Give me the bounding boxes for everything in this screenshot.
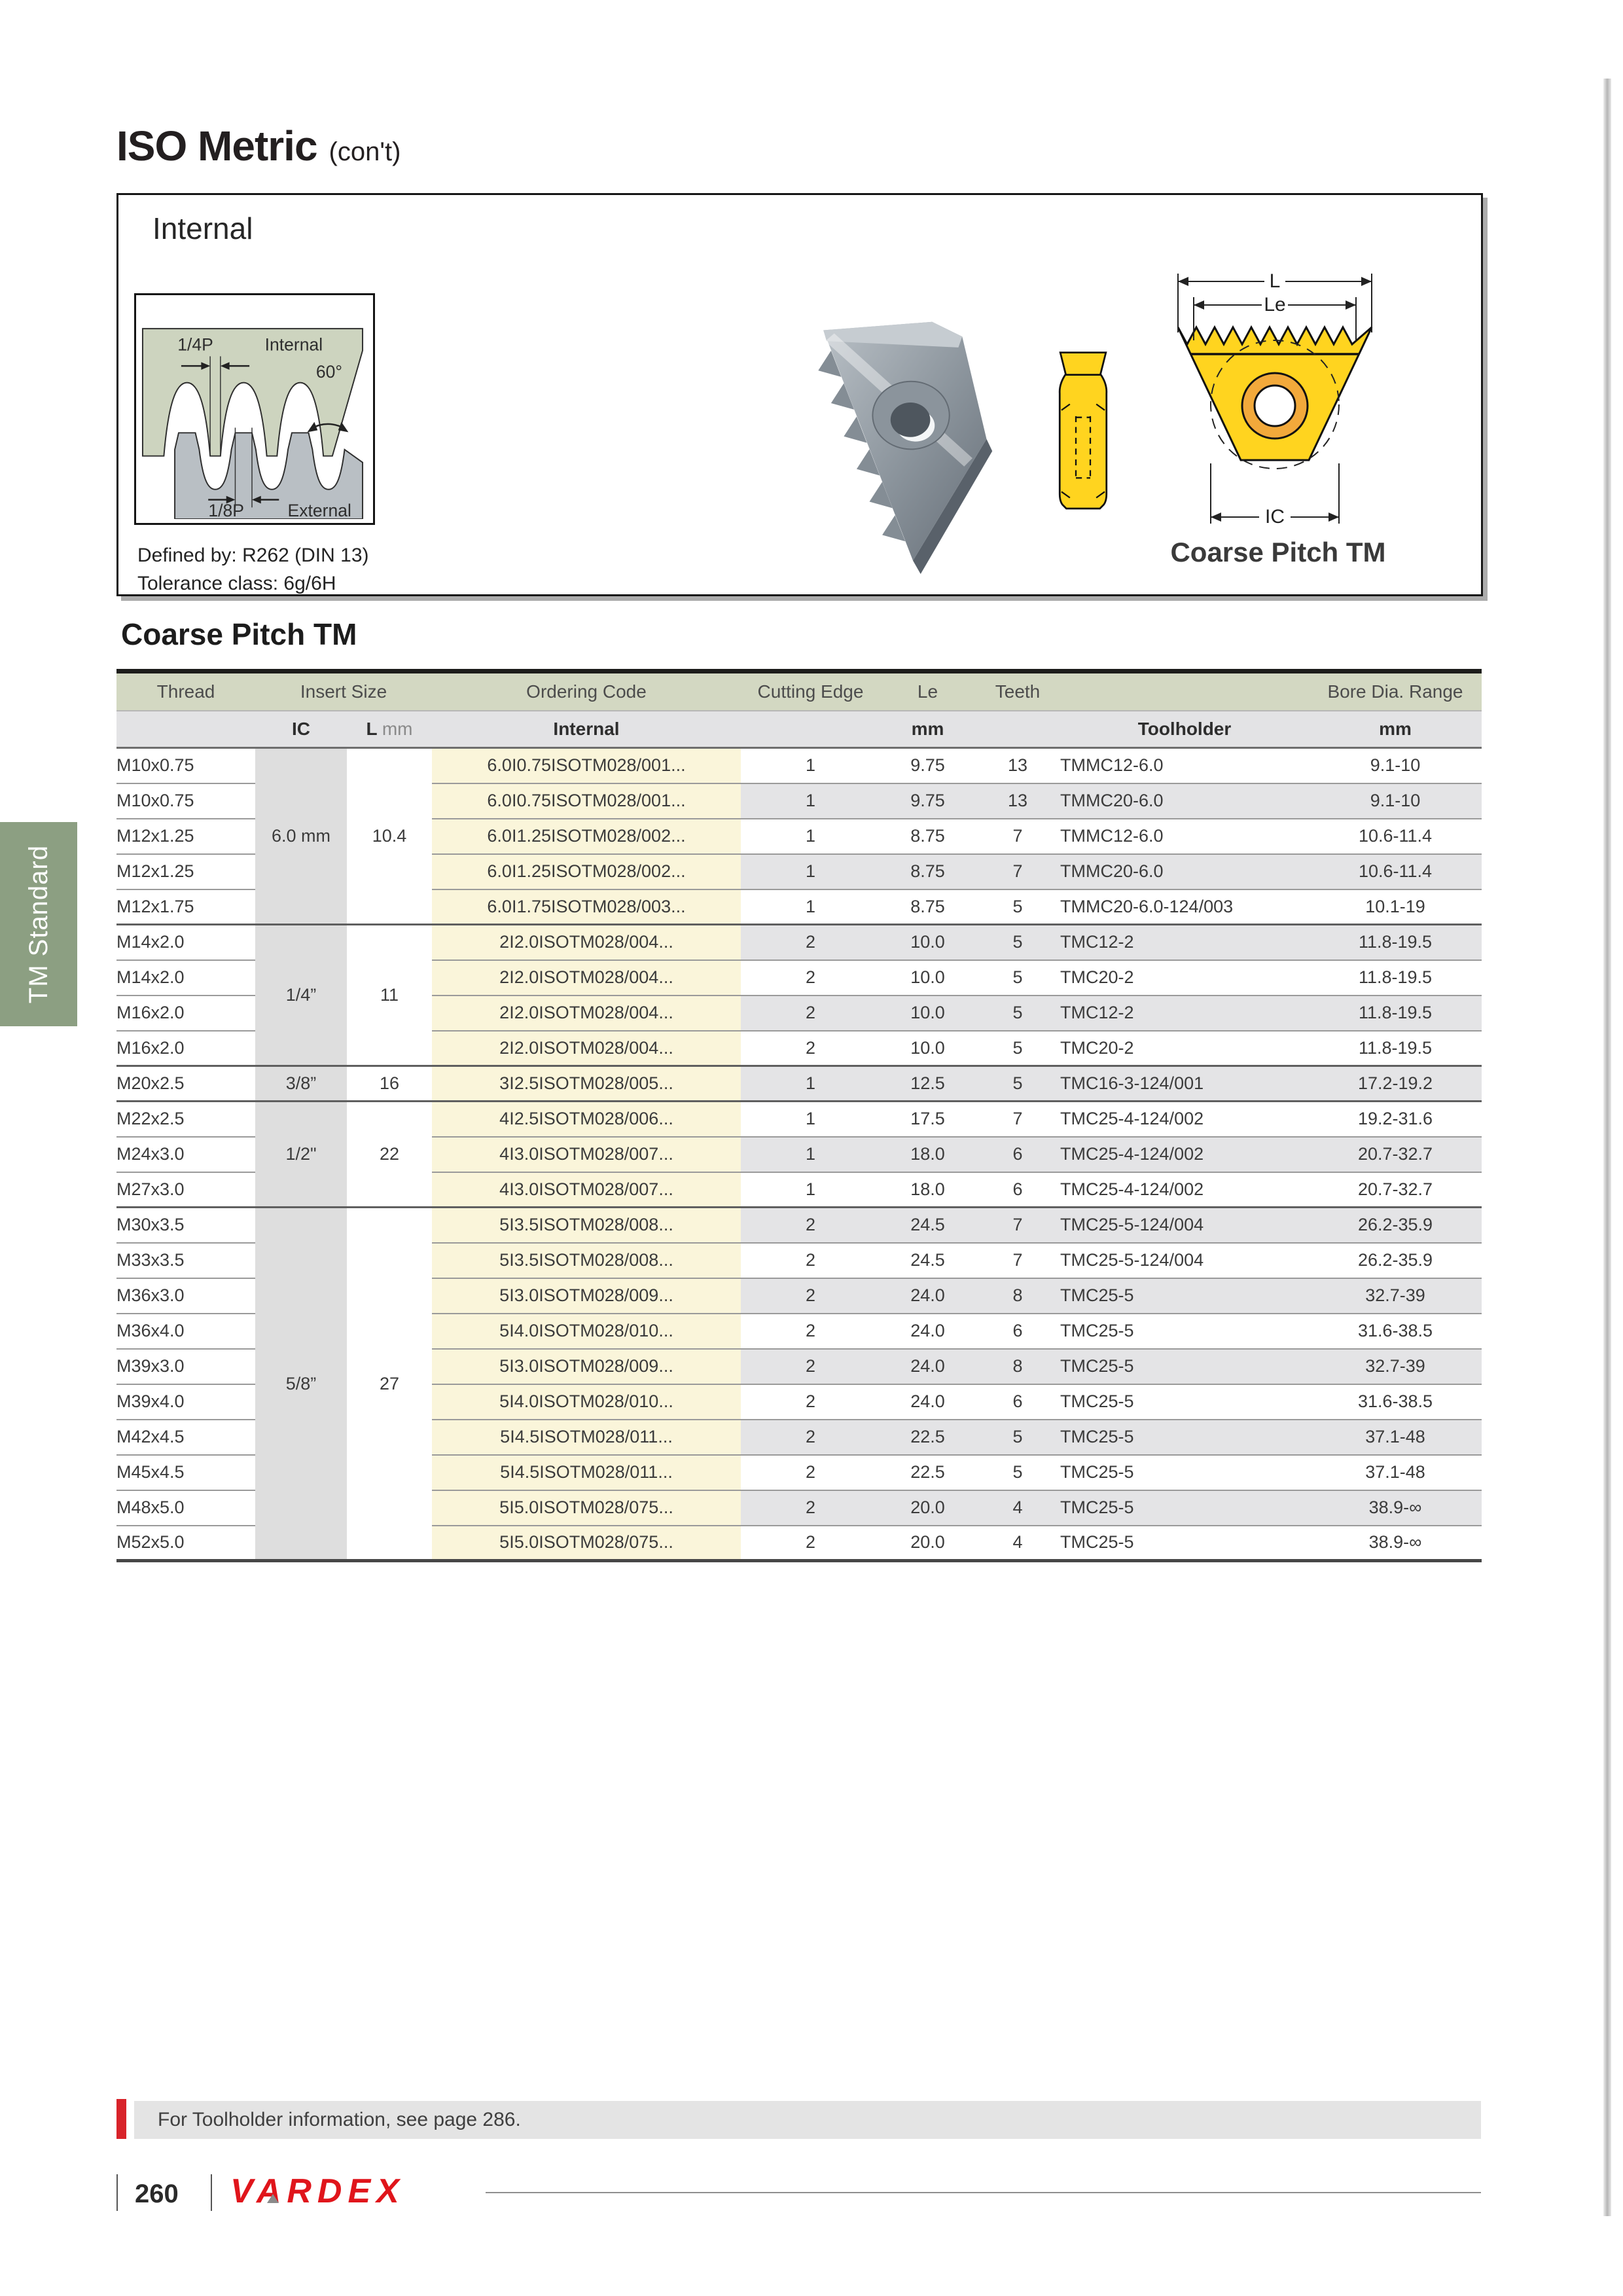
cell-teeth: 5 xyxy=(975,996,1060,1031)
cell-code: 5I3.0ISOTM028/009... xyxy=(432,1349,741,1384)
col-header-teeth: Teeth xyxy=(975,672,1060,711)
cell-thread: M24x3.0 xyxy=(116,1137,255,1172)
insert-3d-image xyxy=(769,306,999,584)
insert-side-view-image xyxy=(1050,350,1116,530)
cell-edge: 2 xyxy=(741,1384,880,1420)
cell-teeth: 6 xyxy=(975,1137,1060,1172)
cell-ic: 6.0 mm xyxy=(255,748,347,925)
cell-bore: 37.1-48 xyxy=(1309,1455,1482,1490)
cell-holder: TMC12-2 xyxy=(1060,925,1309,960)
cell-le: 24.0 xyxy=(880,1349,975,1384)
subheader-empty xyxy=(975,711,1060,748)
cell-edge: 2 xyxy=(741,925,880,960)
insert-hole xyxy=(891,403,931,437)
cell-le: 10.0 xyxy=(880,925,975,960)
cell-code: 2I2.0ISOTM028/004... xyxy=(432,996,741,1031)
cell-bore: 32.7-39 xyxy=(1309,1278,1482,1314)
insert-front-view-diagram xyxy=(1170,267,1380,529)
col-header-thread: Thread xyxy=(116,672,255,711)
arrowhead-icon xyxy=(308,422,318,433)
cell-teeth: 7 xyxy=(975,854,1060,889)
subheader-l-unit: mm xyxy=(382,719,413,739)
subheader-internal: Internal xyxy=(432,711,741,748)
cell-le: 20.0 xyxy=(880,1490,975,1526)
cell-edge: 1 xyxy=(741,783,880,819)
cell-bore: 11.8-19.5 xyxy=(1309,1031,1482,1066)
cell-le: 8.75 xyxy=(880,819,975,854)
cell-le: 24.5 xyxy=(880,1243,975,1278)
cell-le: 12.5 xyxy=(880,1066,975,1102)
col-header-ordering-code: Ordering Code xyxy=(432,672,741,711)
cell-edge: 2 xyxy=(741,1243,880,1278)
cell-le: 18.0 xyxy=(880,1137,975,1172)
cell-thread: M27x3.0 xyxy=(116,1172,255,1208)
cell-edge: 2 xyxy=(741,1208,880,1243)
cell-code: 2I2.0ISOTM028/004... xyxy=(432,1031,741,1066)
cell-edge: 2 xyxy=(741,1031,880,1066)
cell-thread: M45x4.5 xyxy=(116,1455,255,1490)
cell-thread: M33x3.5 xyxy=(116,1243,255,1278)
cell-holder: TMMC20-6.0-124/003 xyxy=(1060,889,1309,925)
cell-teeth: 4 xyxy=(975,1490,1060,1526)
thread-profile-diagram xyxy=(134,293,375,525)
cell-le: 24.5 xyxy=(880,1208,975,1243)
cell-ic: 1/4” xyxy=(255,925,347,1066)
cell-code: 2I2.0ISOTM028/004... xyxy=(432,925,741,960)
cell-code: 4I3.0ISOTM028/007... xyxy=(432,1137,741,1172)
subheader-empty xyxy=(116,711,255,748)
thread-profile-svg xyxy=(136,295,369,519)
cell-edge: 2 xyxy=(741,1278,880,1314)
internal-box-heading: Internal xyxy=(152,211,253,245)
cell-code: 2I2.0ISOTM028/004... xyxy=(432,960,741,996)
cell-edge: 1 xyxy=(741,1172,880,1208)
cell-holder: TMMC12-6.0 xyxy=(1060,819,1309,854)
cell-thread: M14x2.0 xyxy=(116,960,255,996)
cell-le: 10.0 xyxy=(880,996,975,1031)
cell-l: 10.4 xyxy=(347,748,432,925)
cell-bore: 31.6-38.5 xyxy=(1309,1314,1482,1349)
cell-le: 24.0 xyxy=(880,1314,975,1349)
cell-holder: TMC25-5-124/004 xyxy=(1060,1243,1309,1278)
arrowhead-icon xyxy=(1178,277,1188,286)
cell-teeth: 5 xyxy=(975,1066,1060,1102)
cell-teeth: 6 xyxy=(975,1384,1060,1420)
cell-l: 27 xyxy=(347,1208,432,1561)
cell-teeth: 13 xyxy=(975,783,1060,819)
cell-holder: TMC25-5 xyxy=(1060,1349,1309,1384)
cell-ic: 5/8” xyxy=(255,1208,347,1561)
cell-holder: TMMC12-6.0 xyxy=(1060,755,1164,776)
cell-code: 5I4.5ISOTM028/011... xyxy=(432,1420,741,1455)
cell-holder: TMC20-2 xyxy=(1060,1031,1309,1066)
coarse-pitch-table xyxy=(116,669,1482,1562)
col-header-le: Le xyxy=(880,672,975,711)
cell-edge: 2 xyxy=(741,960,880,996)
page-edge-shadow xyxy=(1603,79,1611,2216)
sidebar-tab-tm-standard xyxy=(0,822,77,1026)
cell-code: 6.0I1.25ISOTM028/002... xyxy=(432,819,741,854)
table-row xyxy=(116,925,1482,960)
arrowhead-icon xyxy=(1346,300,1356,310)
cell-edge: 1 xyxy=(741,1066,880,1102)
cell-edge: 2 xyxy=(741,1455,880,1490)
page-number: 260 xyxy=(135,2179,179,2208)
angle-label: 60° xyxy=(315,361,343,382)
cell-teeth: 8 xyxy=(975,1278,1060,1314)
table-body xyxy=(116,748,1482,1561)
cell-thread: M39x3.0 xyxy=(116,1349,255,1384)
footer-divider xyxy=(211,2174,212,2211)
cell-holder: TMC16-3-124/001 xyxy=(1060,1066,1309,1102)
cell-thread: M36x4.0 xyxy=(116,1314,255,1349)
dim-l-label: L xyxy=(1269,270,1281,292)
footnote-bar xyxy=(134,2101,1481,2139)
cell-code: 6.0I0.75ISOTM028/001... xyxy=(432,783,741,819)
cell-thread: M12x1.25 xyxy=(116,819,255,854)
cell-holder: TMC25-5 xyxy=(1060,1278,1309,1314)
cell-code: 5I3.5ISOTM028/008... xyxy=(432,1243,741,1278)
cell-holder: TMC25-4-124/002 xyxy=(1060,1137,1309,1172)
cell-thread: M48x5.0 xyxy=(116,1490,255,1526)
cell-teeth: 7 xyxy=(975,1102,1060,1137)
cell-teeth: 13 xyxy=(1007,755,1028,776)
table-row xyxy=(116,1102,1482,1137)
cell-le: 24.0 xyxy=(880,1384,975,1420)
cell-thread: M42x4.5 xyxy=(116,1420,255,1455)
cell-le: 22.5 xyxy=(880,1420,975,1455)
cell-bore: 11.8-19.5 xyxy=(1309,925,1482,960)
cell-bore: 9.1-10 xyxy=(1370,755,1421,776)
cell-thread: M12x1.25 xyxy=(116,854,255,889)
cell-bore: 32.7-39 xyxy=(1309,1349,1482,1384)
cell-thread: M16x2.0 xyxy=(116,1031,255,1066)
dim-le-label: Le xyxy=(1264,294,1286,315)
cell-teeth: 8 xyxy=(975,1349,1060,1384)
cell-teeth: 5 xyxy=(975,1455,1060,1490)
cell-teeth: 5 xyxy=(975,1420,1060,1455)
footnote-accent-bar xyxy=(116,2099,126,2139)
cell-le: 18.0 xyxy=(880,1172,975,1208)
subheader-toolholder: Toolholder xyxy=(1060,711,1309,748)
table-row xyxy=(116,1208,1482,1243)
cell-code: 5I5.0ISOTM028/075... xyxy=(432,1526,741,1561)
cell-code: 6.0I0.75ISOTM028/001... xyxy=(432,748,741,783)
subheader-l-label: L xyxy=(366,719,378,739)
cell-thread: M30x3.5 xyxy=(116,1208,255,1243)
table-section-title: Coarse Pitch TM xyxy=(121,617,357,651)
table-row xyxy=(116,1066,1482,1102)
brand-logo: VARDEX xyxy=(230,2172,405,2210)
dim-ic-label: IC xyxy=(1265,506,1285,528)
cell-teeth: 7 xyxy=(975,819,1060,854)
cell-teeth: 7 xyxy=(975,1208,1060,1243)
page-title-note: (con't) xyxy=(329,137,401,166)
cell-thread: M20x2.5 xyxy=(116,1066,255,1102)
internal-label: Internal xyxy=(264,334,323,355)
page-title xyxy=(116,122,401,170)
footer-divider xyxy=(116,2174,118,2211)
cell-holder: TMC12-2 xyxy=(1060,996,1309,1031)
cell-code: 6.0I1.75ISOTM028/003... xyxy=(432,889,741,925)
eighth-p-label: 1/8P xyxy=(208,501,244,519)
cell-code: 5I3.5ISOTM028/008... xyxy=(432,1208,741,1243)
arrowhead-icon xyxy=(1329,512,1339,522)
cell-bore: 20.7-32.7 xyxy=(1309,1137,1482,1172)
cell-code: 5I4.0ISOTM028/010... xyxy=(432,1314,741,1349)
cell-edge: 1 xyxy=(741,1137,880,1172)
header-row-2 xyxy=(116,711,1482,748)
cell-holder: TMC25-5-124/004 xyxy=(1060,1208,1309,1243)
cell-holder: TMC25-5 xyxy=(1060,1455,1309,1490)
cell-edge: 1 xyxy=(741,854,880,889)
cell-teeth: 7 xyxy=(975,1243,1060,1278)
cell-le: 22.5 xyxy=(880,1455,975,1490)
cell-bore: 38.9-∞ xyxy=(1309,1526,1482,1561)
cell-code: 5I5.0ISOTM028/075... xyxy=(432,1490,741,1526)
subheader-bore-unit: mm xyxy=(1309,711,1482,748)
cell-ic: 3/8” xyxy=(255,1066,347,1102)
footnote-text: For Toolholder information, see page 286. xyxy=(158,2109,521,2130)
col-header-bore: Bore Dia. Range xyxy=(1309,672,1482,711)
cell-thread: M10x0.75 xyxy=(116,748,255,783)
tolerance-line: Tolerance class: 6g/6H xyxy=(137,572,336,594)
cell-le: 8.75 xyxy=(880,889,975,925)
cell-holder: TMC25-5 xyxy=(1060,1384,1309,1420)
cell-bore: 31.6-38.5 xyxy=(1309,1384,1482,1420)
col-header-insert-size: Insert Size xyxy=(255,672,432,711)
cell-edge: 2 xyxy=(741,1314,880,1349)
cell-le: 9.75 xyxy=(880,783,975,819)
front-view-hole xyxy=(1255,386,1295,426)
cell-edge: 2 xyxy=(741,1420,880,1455)
cell-thread: M12x1.75 xyxy=(116,889,255,925)
cell-code: 5I4.5ISOTM028/011... xyxy=(432,1455,741,1490)
cell-bore: 26.2-35.9 xyxy=(1309,1243,1482,1278)
cell-holder: TMC25-4-124/002 xyxy=(1060,1172,1309,1208)
cell-edge: 2 xyxy=(741,1490,880,1526)
cell-teeth: 5 xyxy=(975,889,1060,925)
cell-edge: 1 xyxy=(741,889,880,925)
cell-bore: 20.7-32.7 xyxy=(1309,1172,1482,1208)
external-label: External xyxy=(287,501,351,519)
cell-edge: 2 xyxy=(741,996,880,1031)
cell-thread: M52x5.0 xyxy=(116,1526,255,1561)
cell-holder: TMC25-4-124/002 xyxy=(1060,1102,1309,1137)
cell-holder: TMC25-5 xyxy=(1060,1526,1309,1561)
cell-code: 4I3.0ISOTM028/007... xyxy=(432,1172,741,1208)
col-header-cutting-edge: Cutting Edge xyxy=(741,672,880,711)
cell-teeth: 5 xyxy=(975,925,1060,960)
cell-le: 10.0 xyxy=(880,1031,975,1066)
cell-bore: 10.6-11.4 xyxy=(1309,819,1482,854)
cell-holder: TMC20-2 xyxy=(1060,960,1309,996)
cell-ic: 1/2" xyxy=(255,1102,347,1208)
cell-holder: TMC25-5 xyxy=(1060,1490,1309,1526)
cell-bore: 11.8-19.5 xyxy=(1309,996,1482,1031)
cell-holder: TMC25-5 xyxy=(1060,1314,1309,1349)
subheader-empty xyxy=(741,711,880,748)
cell-teeth: 5 xyxy=(975,1031,1060,1066)
cell-code: 6.0I1.25ISOTM028/002... xyxy=(432,854,741,889)
brand-logo-triangle-icon xyxy=(267,2194,279,2203)
header-row-1 xyxy=(116,672,1482,711)
subheader-l xyxy=(347,711,432,748)
arrowhead-icon xyxy=(1211,512,1221,522)
cell-bore: 10.6-11.4 xyxy=(1309,854,1482,889)
cell-edge: 2 xyxy=(741,1526,880,1561)
cell-l: 11 xyxy=(347,925,432,1066)
cell-teeth: 4 xyxy=(975,1526,1060,1561)
cell-bore: 11.8-19.5 xyxy=(1309,960,1482,996)
quarter-p-label: 1/4P xyxy=(177,334,213,355)
page-title-main: ISO Metric xyxy=(116,122,317,170)
sidebar-tab-label: TM Standard xyxy=(24,844,53,1004)
footer-rule xyxy=(486,2192,1481,2193)
cell-edge: 1 xyxy=(741,1102,880,1137)
cell-l: 22 xyxy=(347,1102,432,1208)
cell-edge: 1 xyxy=(805,755,816,776)
cell-le: 10.0 xyxy=(880,960,975,996)
cell-code: 5I4.0ISOTM028/010... xyxy=(432,1384,741,1420)
cell-l: 16 xyxy=(347,1066,432,1102)
subheader-le-unit: mm xyxy=(880,711,975,748)
cell-code: 5I3.0ISOTM028/009... xyxy=(432,1278,741,1314)
arrowhead-icon xyxy=(1361,277,1372,286)
cell-bore: 38.9-∞ xyxy=(1309,1490,1482,1526)
cell-le: 9.75 xyxy=(910,755,945,776)
cell-thread: M22x2.5 xyxy=(116,1102,255,1137)
cell-teeth: 6 xyxy=(975,1172,1060,1208)
cell-le: 8.75 xyxy=(880,854,975,889)
cell-thread: M39x4.0 xyxy=(116,1384,255,1420)
cell-bore: 9.1-10 xyxy=(1309,783,1482,819)
cell-bore: 17.2-19.2 xyxy=(1309,1066,1482,1102)
cell-thread: M10x0.75 xyxy=(116,783,255,819)
cell-bore: 37.1-48 xyxy=(1309,1420,1482,1455)
subheader-ic: IC xyxy=(255,711,347,748)
cell-thread: M16x2.0 xyxy=(116,996,255,1031)
col-header-empty xyxy=(1060,672,1309,711)
cell-teeth: 5 xyxy=(975,960,1060,996)
cell-code: 3I2.5ISOTM028/005... xyxy=(432,1066,741,1102)
cell-bore: 26.2-35.9 xyxy=(1309,1208,1482,1243)
defined-by-line: Defined by: R262 (DIN 13) xyxy=(137,545,369,566)
cell-teeth: 6 xyxy=(975,1314,1060,1349)
cell-le: 24.0 xyxy=(880,1278,975,1314)
cell-le: 17.5 xyxy=(880,1102,975,1137)
cell-edge: 2 xyxy=(741,1349,880,1384)
cell-edge: 1 xyxy=(741,819,880,854)
cell-le: 20.0 xyxy=(880,1526,975,1561)
side-view-outline xyxy=(1060,353,1107,509)
front-view-caption: Coarse Pitch TM xyxy=(1170,537,1386,567)
arrowhead-icon xyxy=(1194,300,1204,310)
cell-bore: 19.2-31.6 xyxy=(1309,1102,1482,1137)
table-row xyxy=(116,748,1482,783)
cell-holder: TMC25-5 xyxy=(1060,1420,1309,1455)
defined-by-text xyxy=(137,542,369,598)
cell-holder: TMMC20-6.0 xyxy=(1060,783,1309,819)
cell-thread: M36x3.0 xyxy=(116,1278,255,1314)
cell-holder: TMMC20-6.0 xyxy=(1060,854,1309,889)
cell-bore: 10.1-19 xyxy=(1309,889,1482,925)
cell-thread: M14x2.0 xyxy=(116,925,255,960)
cell-code: 4I2.5ISOTM028/006... xyxy=(432,1102,741,1137)
